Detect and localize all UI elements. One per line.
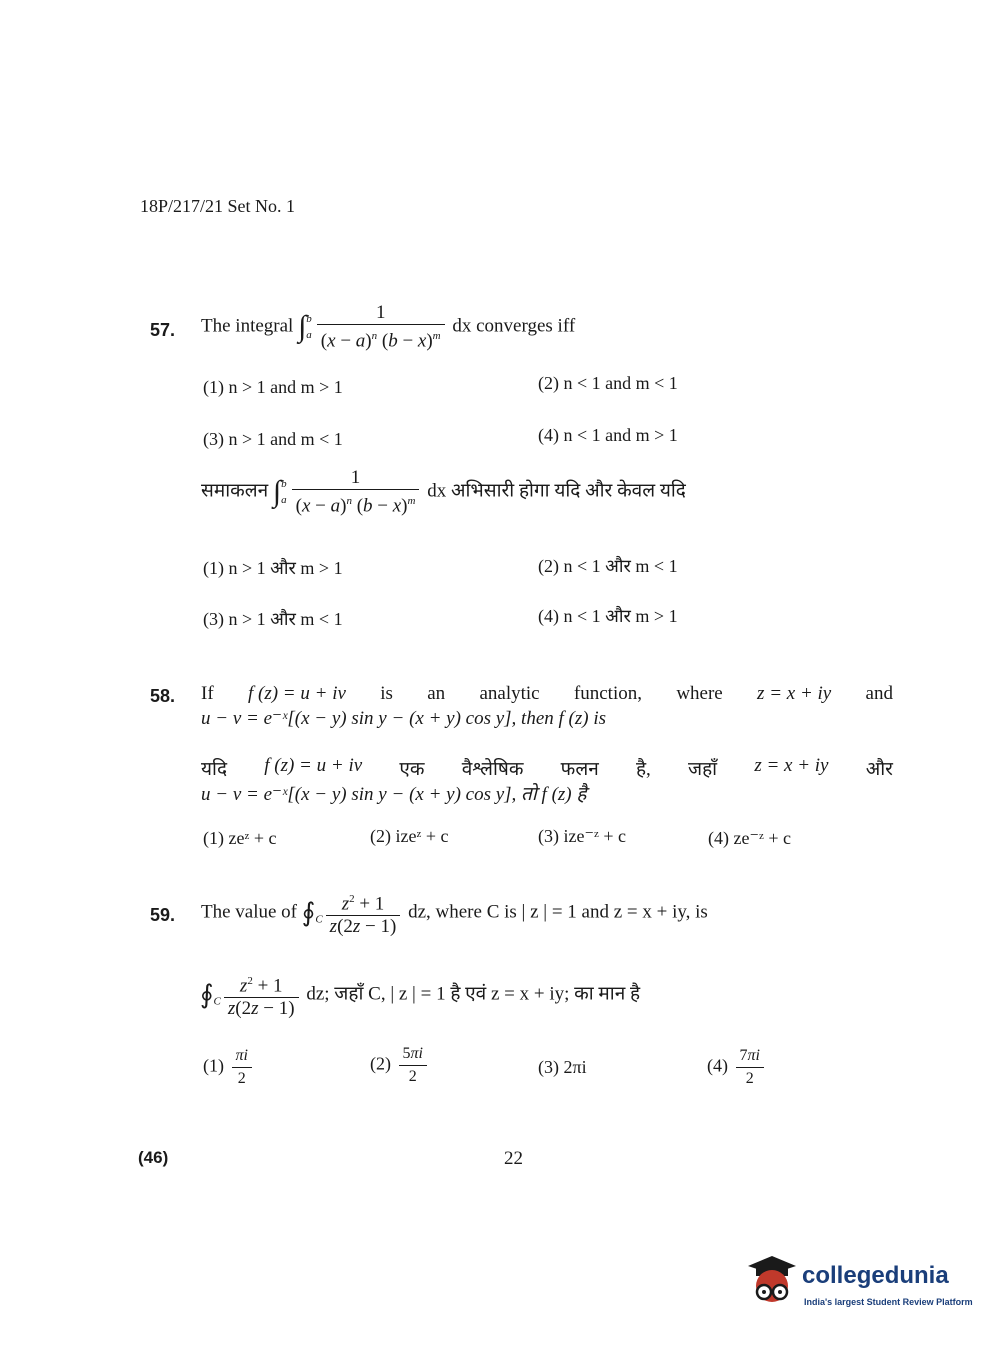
q58-hindi-word: और [865, 759, 893, 780]
question-number-58: 58. [150, 686, 176, 706]
q57-option-2: (2) n < 1 and m < 1 [538, 373, 678, 393]
q58-word: where [676, 683, 723, 704]
q58-word: is [380, 683, 393, 704]
q58-hindi-word: जहाँ [688, 759, 718, 780]
q58-hindi-word: है, [635, 759, 651, 780]
q58-hindi-word: वैश्लेषिक [461, 759, 524, 780]
page-number: 22 [504, 1148, 523, 1169]
q58-word: If [201, 683, 214, 704]
q57-lead: The integral [201, 315, 294, 337]
collegedunia-tagline: India's largest Student Review Platform [804, 1297, 973, 1307]
q57-hindi-option-2: (2) n < 1 और m < 1 [538, 556, 678, 576]
question-59-text: The value of $∮_C$ $\frac{z^2 + 1}{z(2z - 1)}$ dz, where C is | z | = 1 and z = x + iy, is [201, 893, 708, 938]
q58-hindi-word: एक [399, 759, 425, 780]
question-58-line-1 [201, 683, 893, 705]
q59-option-1-label: (1) [203, 1055, 224, 1076]
q58-word: and [865, 683, 893, 704]
q58-hindi-word: z = x + iy [754, 755, 829, 776]
q59-hindi-tail: dz; जहाँ C, | z | = 1 है एवं z = x + iy; का मान है [306, 983, 641, 1005]
q58-hindi-word: f (z) = u + iv [264, 755, 363, 776]
question-58-hindi-line-2: u − v = e⁻ˣ[(x − y) sin y − (x + y) cos y], तो f (z) है [201, 784, 587, 805]
q58-word: function, [573, 683, 642, 704]
q57-hindi-option-3: (3) n > 1 और m < 1 [203, 609, 343, 629]
q58-word: an [427, 683, 446, 704]
q57-option-4: (4) n < 1 and m > 1 [538, 425, 678, 445]
q59-lead: The value of [201, 901, 298, 923]
q59-option-1: (1) $\frac{\pi i}{2}$ [203, 1045, 255, 1090]
q57-tail: dx converges iff [452, 315, 576, 337]
q57-hindi-option-4: (4) n < 1 और m > 1 [538, 606, 678, 626]
q59-option-2-label: (2) [370, 1053, 391, 1074]
q58-word: f (z) = u + iv [247, 683, 346, 704]
q59-tail: dz, where C is | z | = 1 and z = x + iy, is [408, 901, 708, 923]
q58-option-2: (2) izeᶻ + c [370, 826, 449, 846]
q59-option-3: (3) 2πi [538, 1057, 587, 1077]
question-58-hindi-line-1 [201, 755, 893, 781]
q57-option-1: (1) n > 1 and m > 1 [203, 377, 343, 397]
q58-word: analytic [479, 683, 540, 704]
q57-option-3: (3) n > 1 and m < 1 [203, 429, 343, 449]
q57-hindi-tail: dx अभिसारी होगा यदि और केवल यदि [427, 480, 686, 502]
collegedunia-logo-text: collegedunia [802, 1262, 949, 1289]
question-57-hindi-text: समाकलन ∫b a $\frac{1}{(x - a)^n (b - x)^m}$ dx अभिसारी होगा यदि और केवल यदि [201, 467, 686, 517]
q59-option-4-label: (4) [707, 1055, 728, 1076]
question-59-hindi-text: $∮_C$ $\frac{z^2 + 1}{z(2z - 1)}$ dz; जहाँ C, | z | = 1 है एवं z = x + iy; का मान है [200, 975, 641, 1020]
question-number-59: 59. [150, 905, 176, 925]
q58-option-3: (3) ize⁻ᶻ + c [538, 826, 627, 846]
q58-hindi-word: फलन [560, 759, 599, 780]
question-57-text: The integral ∫b a $\frac{1}{(x - a)^n (b - x)^m}$ dx converges iff [201, 302, 576, 352]
q57-hindi-option-1: (1) n > 1 और m > 1 [203, 558, 343, 578]
q58-word: z = x + iy [757, 683, 832, 704]
q59-option-4: (4) $\frac{7\pi i}{2}$ [707, 1045, 767, 1090]
booklet-code: (46) [138, 1148, 169, 1167]
q58-option-4: (4) ze⁻ᶻ + c [708, 828, 792, 848]
q59-option-2: (2) $\frac{5\pi i}{2}$ [370, 1043, 430, 1088]
q58-hindi-word: यदि [201, 759, 228, 780]
paper-code-header: 18P/217/21 Set No. 1 [140, 196, 296, 216]
question-number-57: 57. [150, 320, 176, 340]
q57-hindi-lead: समाकलन [201, 480, 269, 502]
collegedunia-mascot-icon [742, 1252, 800, 1310]
question-58-line-2: u − v = e⁻ˣ[(x − y) sin y − (x + y) cos y], then f (z) is [201, 708, 607, 729]
q58-option-1: (1) zeᶻ + c [203, 828, 277, 848]
